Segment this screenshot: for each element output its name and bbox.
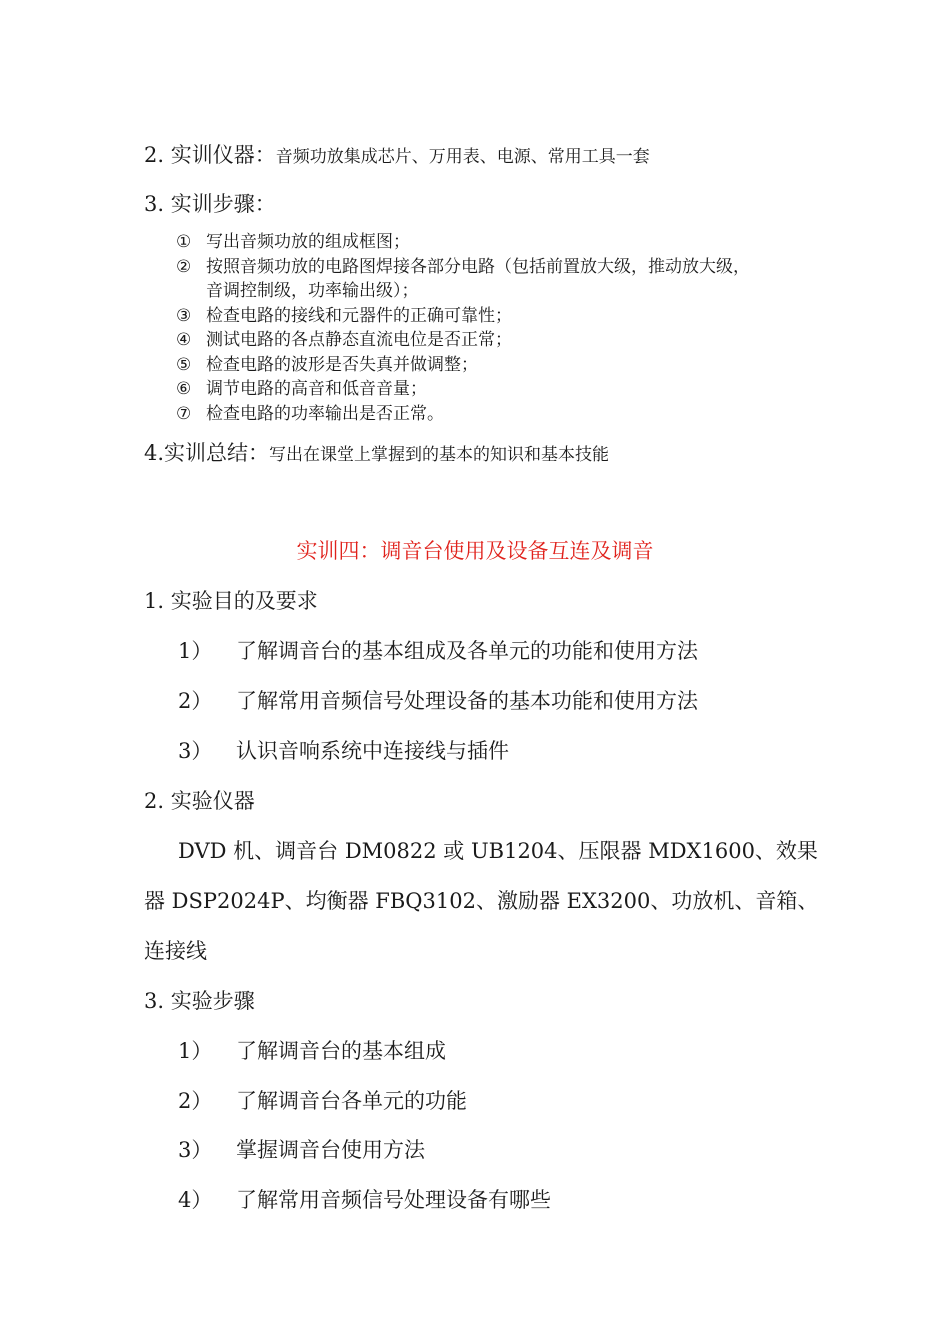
summary-text: 写出在课堂上掌握到的基本的知识和基本技能 (269, 445, 610, 465)
summary-line (144, 437, 609, 467)
step-item (176, 374, 427, 399)
instruments-line (144, 139, 650, 169)
step-item (176, 227, 410, 252)
step-mark: ⑤ (176, 355, 192, 375)
step-text: 写出音频功放的组成框图； (206, 232, 410, 252)
item-mark: 1） (178, 1039, 213, 1063)
instruments-text: 音频功放集成芯片、万用表、电源、常用工具一套 (275, 147, 650, 167)
item-mark: 2） (178, 1089, 213, 1113)
step-mark: ③ (176, 306, 192, 326)
equipment-line: 连接线 (144, 939, 207, 963)
procedure-item (178, 1184, 551, 1214)
step-mark: ⑥ (176, 379, 192, 399)
step-item-continued (176, 276, 419, 301)
procedure-item (178, 1085, 467, 1115)
purpose-item (178, 685, 698, 715)
section-title: 实训四：调音台使用及设备互连及调音 (296, 539, 654, 563)
item-mark: 4） (178, 1188, 213, 1212)
summary-heading: 4.实训总结： (144, 441, 270, 465)
equipment-line: DVD 机、调音台 DM0822 或 UB1204、压限器 MDX1600、效果 (178, 839, 818, 863)
purpose-item (178, 635, 698, 665)
step-mark: ④ (176, 330, 192, 350)
step-item (176, 350, 478, 375)
item-text: 了解调音台各单元的功能 (236, 1089, 467, 1113)
item-mark: 3） (178, 1138, 213, 1162)
step-mark: ① (176, 232, 192, 252)
equipment-heading: 2. 实验仪器 (144, 789, 255, 813)
procedure-item (178, 1035, 446, 1065)
procedure-item (178, 1134, 425, 1164)
step-text: 检查电路的功率输出是否正常。 (206, 404, 444, 424)
step-item (176, 399, 444, 424)
equipment-line: 器 DSP2024P、均衡器 FBQ3102、激励器 EX3200、功放机、音箱、 (144, 889, 819, 913)
step-text: 调节电路的高音和低音音量； (206, 379, 427, 399)
step-text: 测试电路的各点静态直流电位是否正常； (206, 330, 512, 350)
purpose-heading: 1. 实验目的及要求 (144, 589, 318, 613)
step-text: 按照音频功放的电路图焊接各部分电路（包括前置放大级，推动放大级， (206, 257, 750, 277)
instruments-heading: 2. 实训仪器： (144, 143, 276, 167)
steps-heading: 3. 实训步骤： (144, 192, 276, 216)
step-item (176, 325, 512, 350)
step-mark: ⑦ (176, 404, 192, 424)
item-mark: 2） (178, 689, 213, 713)
step-item (176, 252, 750, 277)
step-item (176, 301, 512, 326)
item-text: 了解调音台的基本组成及各单元的功能和使用方法 (236, 639, 698, 663)
procedure-heading: 3. 实验步骤 (144, 989, 255, 1013)
item-text: 了解常用音频信号处理设备有哪些 (236, 1188, 551, 1212)
step-mark: ② (176, 257, 192, 277)
step-text: 音调控制级，功率输出级）； (206, 281, 419, 301)
purpose-item (178, 735, 509, 765)
item-text: 掌握调音台使用方法 (236, 1138, 425, 1162)
item-text: 了解调音台的基本组成 (236, 1039, 446, 1063)
item-mark: 3） (178, 739, 213, 763)
item-text: 认识音响系统中连接线与插件 (236, 739, 509, 763)
item-text: 了解常用音频信号处理设备的基本功能和使用方法 (236, 689, 698, 713)
item-mark: 1） (178, 639, 213, 663)
step-text: 检查电路的波形是否失真并做调整； (206, 355, 478, 375)
step-text: 检查电路的接线和元器件的正确可靠性； (206, 306, 512, 326)
